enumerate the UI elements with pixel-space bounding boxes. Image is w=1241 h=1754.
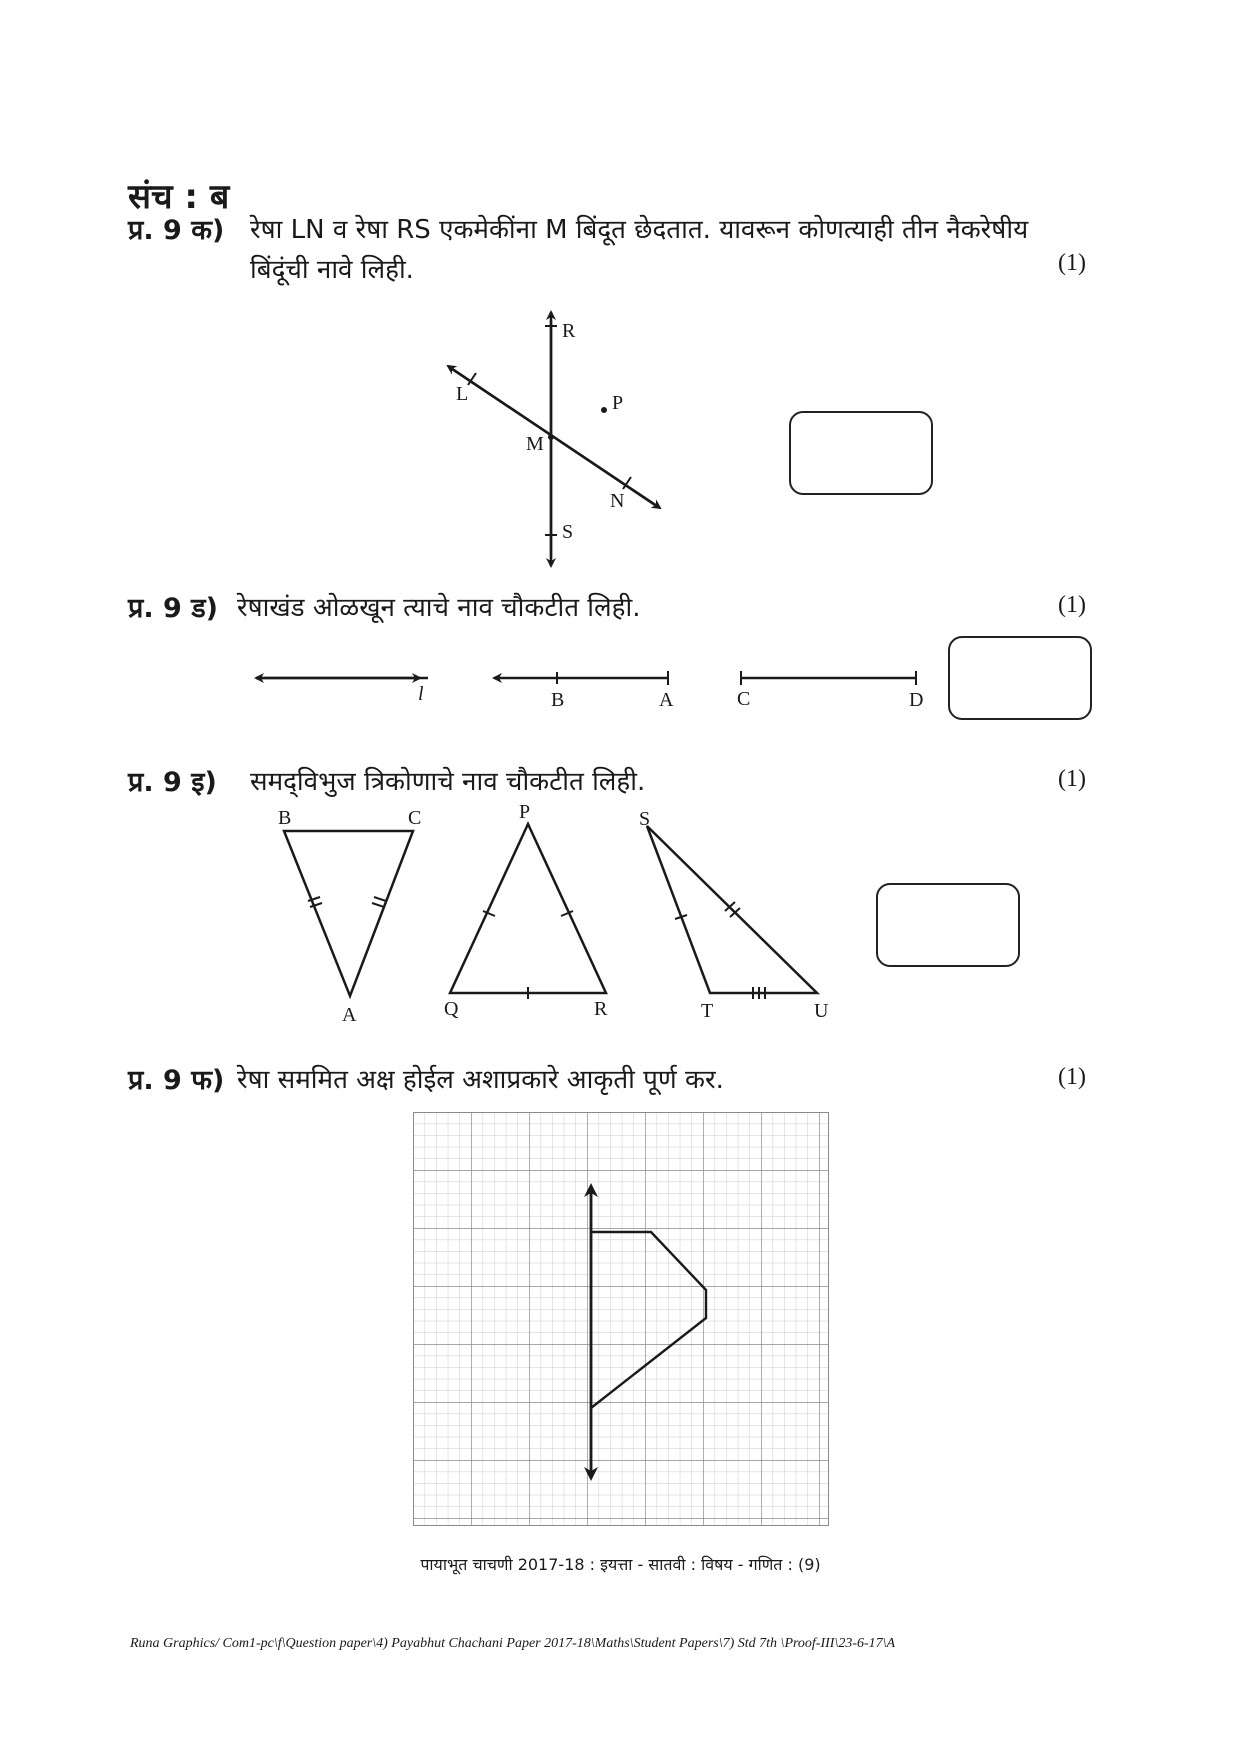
- marks-label: (1): [1058, 1064, 1086, 1090]
- label-p: P: [612, 392, 624, 414]
- label-b: B: [551, 689, 565, 711]
- question-text: रेषा LN व रेषा RS एकमेकींना M बिंदूत छेदतात. यावरून कोणत्याही तीन नैकरेषीय: [250, 215, 1029, 245]
- label-tri-b: B: [278, 807, 292, 829]
- label-r: R: [562, 320, 576, 342]
- file-path: Runa Graphics/ Com1-pc\f\Question paper\4) Payabhut Chachani Paper 2017-18\Maths\Student Papers\7) Std 7th \Proof-III\23-6-17\A: [130, 1636, 896, 1651]
- label-a: A: [659, 689, 674, 711]
- marks-label: (1): [1058, 592, 1086, 618]
- label-tri-a: A: [342, 1004, 357, 1026]
- question-text-line2: बिंदूंची नावे लिही.: [250, 255, 414, 285]
- label-tri-q: Q: [444, 998, 459, 1020]
- answer-box[interactable]: [948, 636, 1092, 720]
- question-text: समद्‌विभुज त्रिकोणाचे नाव चौकटीत लिही.: [250, 767, 646, 797]
- question-number: प्र. 9 क): [128, 215, 225, 246]
- page-footer: पायाभूत चाचणी 2017-18 : इयत्ता - सातवी : विषय - गणित : (9): [420, 1555, 821, 1574]
- label-tri-t: T: [701, 1000, 714, 1022]
- triangle-stu: [647, 826, 817, 993]
- question-text: रेषा सममित अक्ष होईल अशाप्रकारे आकृती पूर्ण कर.: [237, 1065, 724, 1095]
- label-m: M: [526, 433, 544, 455]
- set-title: संच : ब: [128, 177, 230, 217]
- marks-label: (1): [1058, 766, 1086, 792]
- graph-paper[interactable]: [413, 1112, 829, 1526]
- label-tri-u: U: [814, 1000, 829, 1022]
- question-text: रेषाखंड ओळखून त्याचे नाव चौकटीत लिही.: [237, 593, 641, 623]
- label-tri-s: S: [639, 808, 651, 830]
- label-n: N: [610, 490, 625, 512]
- triangle-pqr: [450, 824, 606, 993]
- label-c: C: [737, 688, 751, 710]
- question-number: प्र. 9 ड): [128, 593, 218, 624]
- label-tri-p: P: [519, 801, 531, 823]
- label-d: D: [909, 689, 924, 711]
- point-p: [601, 407, 607, 413]
- answer-box[interactable]: [876, 883, 1020, 967]
- label-s: S: [562, 521, 574, 543]
- label-l-line: l: [418, 683, 424, 705]
- marks-label: (1): [1058, 250, 1086, 276]
- answer-box[interactable]: [789, 411, 933, 495]
- question-number: प्र. 9 इ): [128, 767, 217, 798]
- label-l: L: [456, 383, 469, 405]
- label-tri-r: R: [594, 998, 608, 1020]
- triangle-abc: [284, 831, 413, 996]
- question-number: प्र. 9 फ): [128, 1065, 225, 1096]
- label-tri-c: C: [408, 807, 422, 829]
